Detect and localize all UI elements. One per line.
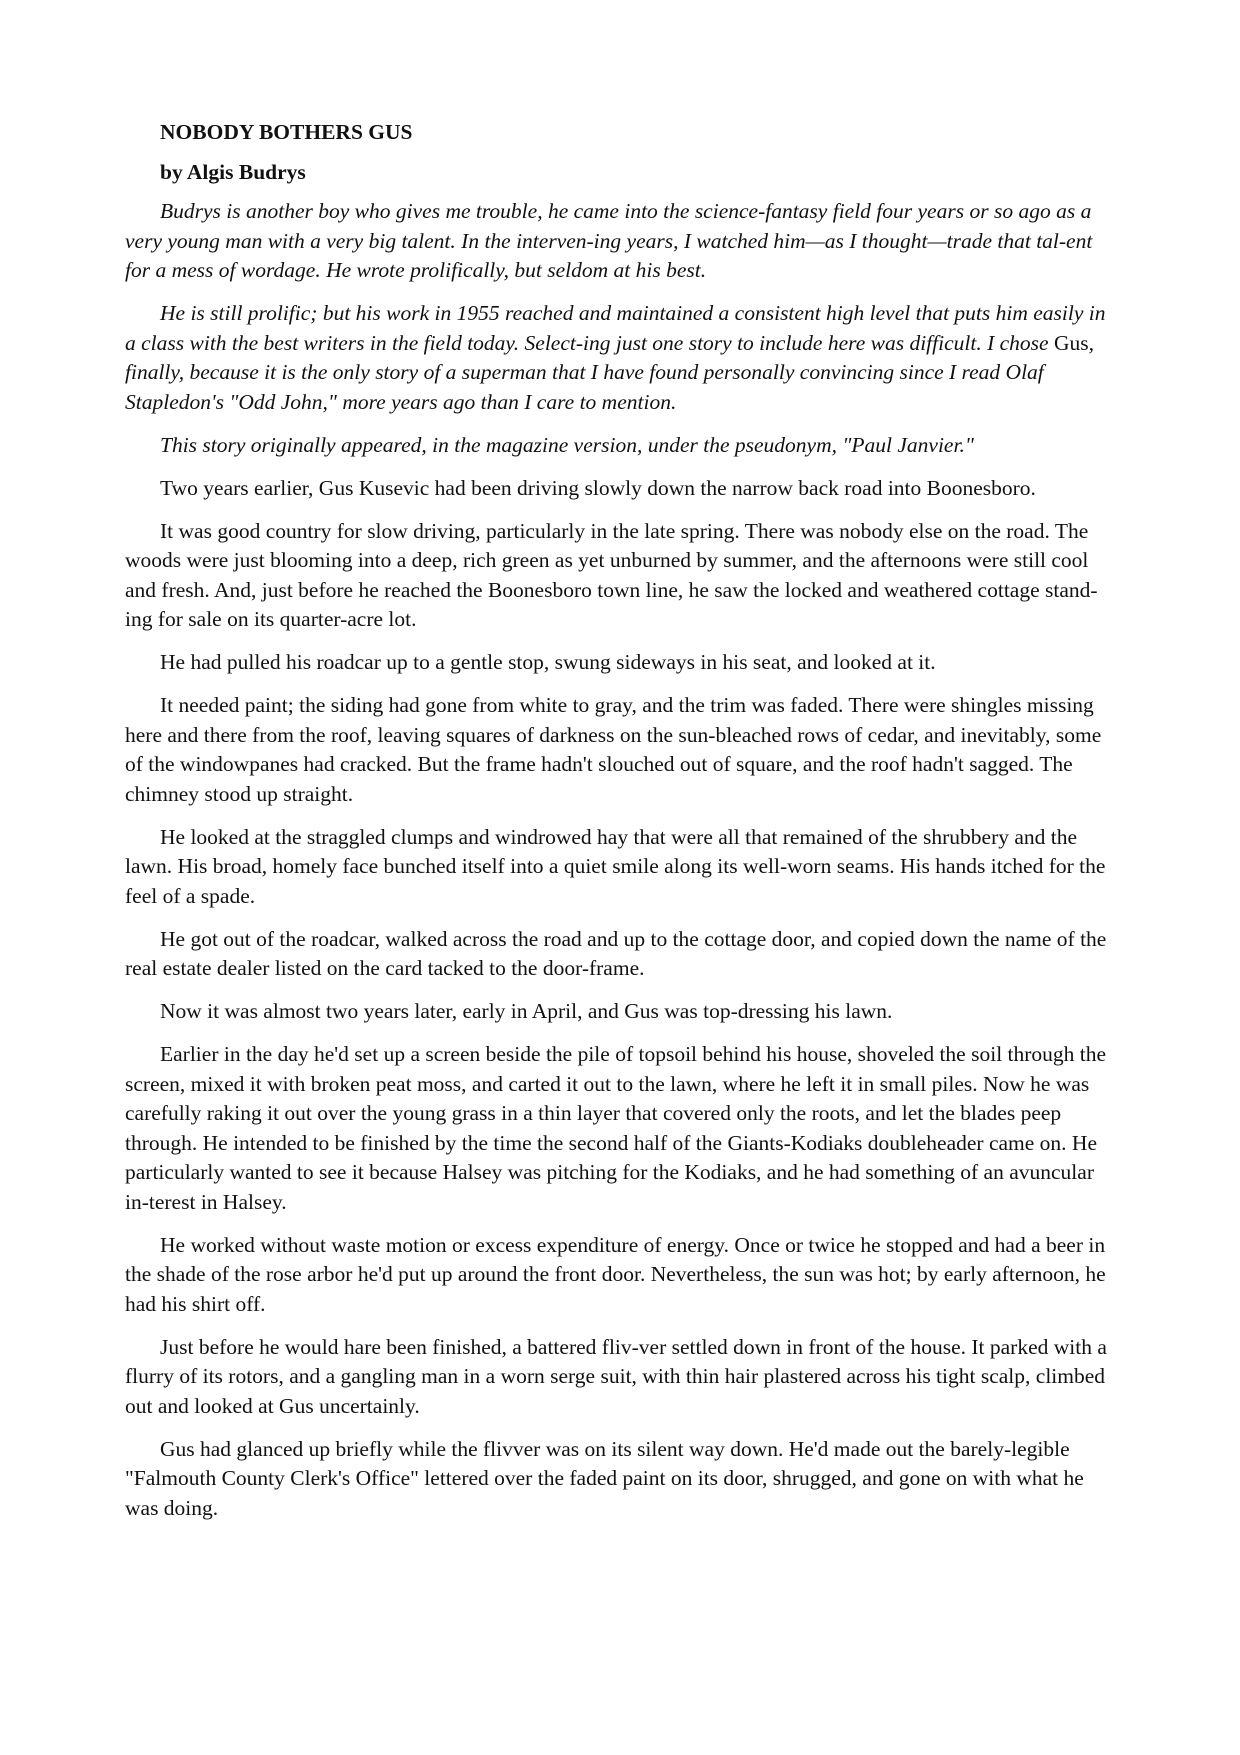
document-page [125, 118, 1115, 1537]
body-paragraph: It needed paint; the siding had gone from white to gray, and the trim was faded. There were shingles missing here and there from the roof, leaving squares of darkness on the sun-bleached rows of cedar, and inevitably, some of the windowpanes had cracked. But the frame hadn't slouched out of square, and the roof hadn't sagged. The chimney stood up straight. [125, 693, 1102, 806]
body-paragraph: It was good country for slow driving, particularly in the late spring. There was nobody else on the road. The woods were just blooming into a deep, rich green as yet unburned by summer, and the afternoons were still cool and fresh. And, just before he reached the Boonesboro town line, he saw the locked and weathered cottage stand-ing for sale on its quarter-acre lot. [125, 518, 1098, 631]
story-title: NOBODY BOTHERS GUS [160, 120, 413, 144]
body-paragraph: Now it was almost two years later, early in April, and Gus was top-dressing his lawn. [160, 999, 893, 1023]
body-paragraph: He looked at the straggled clumps and windrowed hay that were all that remained of the shrubbery and the lawn. His broad, homely face bunched itself into a quiet smile along its well-worn seams. His hands itched for the feel of a spade. [125, 824, 1106, 908]
body-paragraph: He got out of the roadcar, walked across the road and up to the cottage door, and copied down the name of the real estate dealer listed on the card tacked to the door-frame. [125, 926, 1107, 980]
body-paragraph: Earlier in the day he'd set up a screen beside the pile of topsoil behind his house, shoveled the soil through the screen, mixed it with broken peat moss, and carted it out to the lawn, where he left it in small piles. Now he was carefully raking it out over the young grass in a thin layer that covered only the roots, and let the blades peep through. He intended to be finished by the time the second half of the Giants-Kodiaks doubleheader came on. He particularly wanted to see it because Halsey was pitching for the Kodiaks, and he had something of an avuncular in-terest in Halsey. [125, 1042, 1107, 1214]
body-paragraph: Just before he would hare been finished, a battered fliv-ver settled down in front of the house. It parked with a flurry of its rotors, and a gangling man in a worn serge suit, with thin hair plastered across his tight scalp, climbed out and looked at Gus uncertainly. [125, 1334, 1107, 1418]
body-paragraph: He worked without waste motion or excess expenditure of energy. Once or twice he stopped and had a beer in the shade of the rose arbor he'd put up around the front door. Nevertheless, the sun was hot; by early afternoon, he had his shirt off. [125, 1232, 1106, 1316]
intro-p2-part-a: He is still prolific; but his work in 1955 reached and maintained a consistent high level that puts him easily in a class with the best writers in the field today. Select-ing just one story to include here was difficult. I chose [125, 301, 1106, 355]
intro-paragraph-1: Budrys is another boy who gives me trouble, he came into the science-fantasy field four years or so ago as a very young man with a very big talent. In the interven-ing years, I watched him—as I thought—trade that tal-ent for a mess of wordage. He wrote prolifically, but seldom at his best. [125, 199, 1093, 282]
intro-p2-part-b: , finally, because it is the only story of a superman that I have found personally convincing since I read Olaf Stapledon's "Odd John," more years ago than I care to mention. [125, 330, 1094, 414]
story-byline: by Algis Budrys [160, 160, 306, 184]
intro-p2-story-title: Gus [1053, 330, 1089, 355]
body-paragraph: Gus had glanced up briefly while the flivver was on its silent way down. He'd made out the barely-legible "Falmouth County Clerk's Office" lettered over the faded paint on its door, shrugged, and gone on with what he was doing. [125, 1436, 1084, 1520]
intro-paragraph-3: This story originally appeared, in the magazine version, under the pseudonym, "Paul Janvier." [160, 432, 974, 457]
body-paragraph: Two years earlier, Gus Kusevic had been driving slowly down the narrow back road into Boonesboro. [160, 475, 1036, 500]
body-paragraph: He had pulled his roadcar up to a gentle stop, swung sideways in his seat, and looked at it. [160, 650, 936, 674]
intro-paragraph-2 [125, 299, 1115, 417]
